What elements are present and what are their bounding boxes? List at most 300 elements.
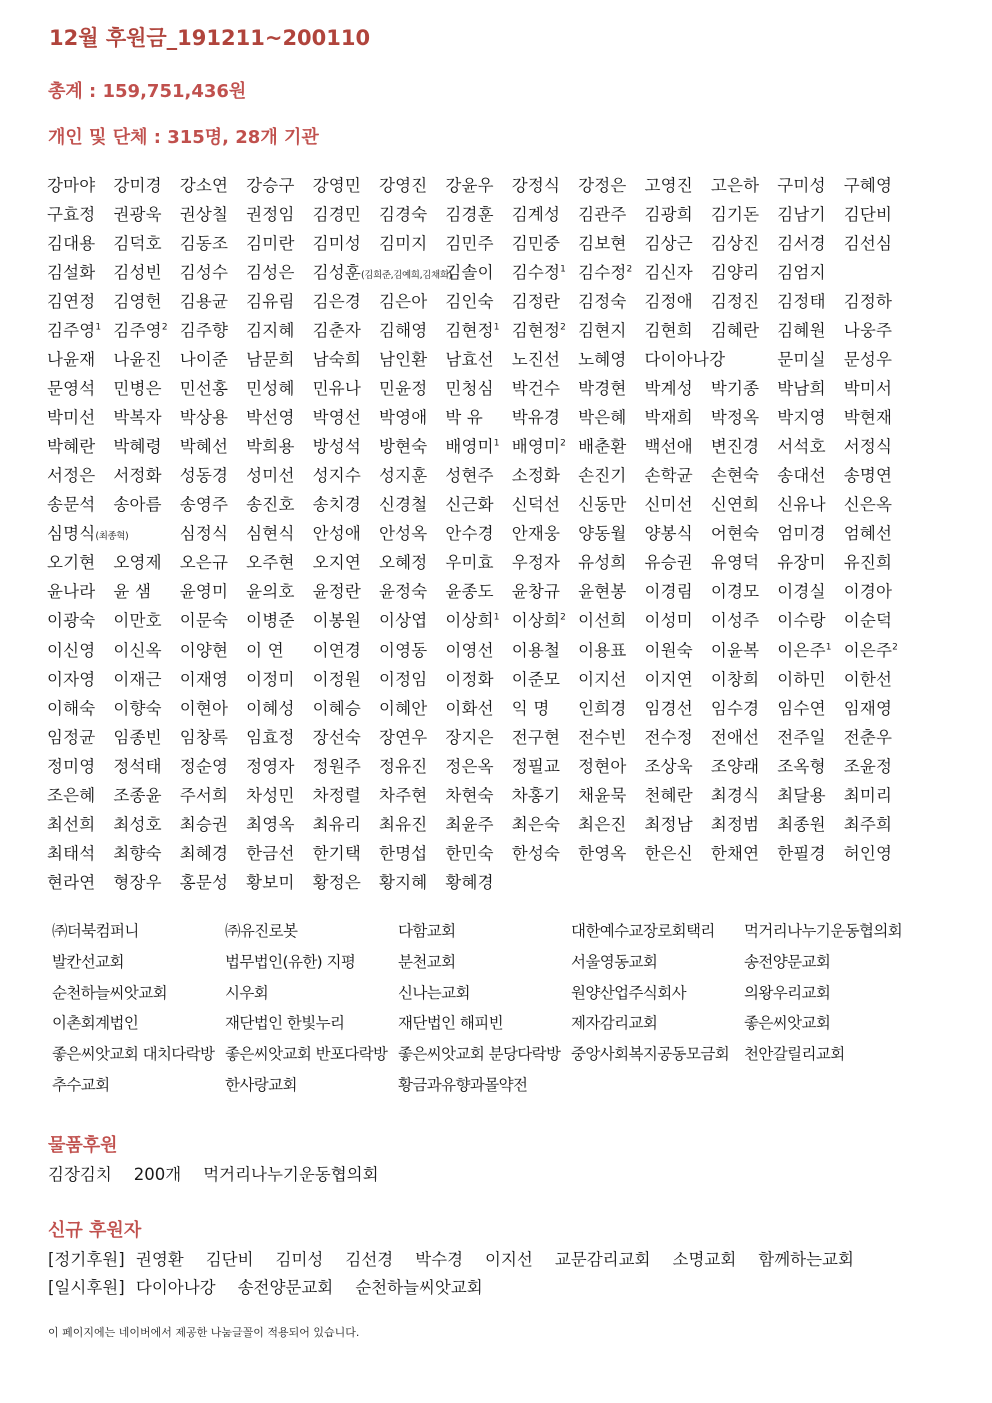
organization-name: 재단법인 해피빈 (398, 1014, 503, 1033)
organization-name: 좋은씨앗교회 반포다락방 (225, 1045, 388, 1064)
donor-row (47, 460, 947, 489)
donor-name: 김서경 (777, 233, 826, 253)
donor-name: 김현지 (578, 320, 627, 340)
donor-name: 구혜영 (843, 175, 893, 195)
donor-row (47, 256, 947, 285)
donor-row (47, 314, 947, 343)
donor-name: 임정균 (47, 727, 96, 747)
donor-name: 김주영$^2$ (113, 320, 168, 340)
donor-row (47, 808, 947, 837)
donor-name: 이은주$^2$ (843, 640, 899, 660)
donor-name: 송진호 (246, 495, 295, 515)
donor-name: 최미리 (843, 785, 893, 805)
donor-name: 최혜경 (179, 843, 229, 863)
donor-name: 유진희 (843, 553, 893, 573)
donor-name: 최유리 (312, 814, 361, 834)
onetime-donor: 다이아나강 (135, 1278, 216, 1297)
donor-name: 민윤정 (378, 378, 428, 398)
donor-name: 황혜경 (445, 873, 494, 893)
donor-name: 정유진 (378, 756, 428, 776)
donor-name: 김상근 (644, 233, 693, 253)
donor-name: 강승구 (246, 175, 295, 195)
page-title: 12월 후원금_191211~200110 (49, 26, 371, 50)
donor-name: 권상칠 (179, 204, 229, 224)
regular-donor: 김선경 (345, 1250, 394, 1269)
donor-name: 김주향 (179, 320, 229, 340)
organization-name: 중앙사회복지공동모금회 (571, 1045, 730, 1064)
donor-name: 임수경 (710, 698, 760, 718)
donor-name: 전애선 (710, 727, 760, 747)
donor-name: 김동조 (179, 233, 229, 253)
donor-name: 임수연 (777, 698, 826, 718)
donor-name: 배영미$^1$ (445, 437, 500, 457)
donor-name: 최선희 (47, 814, 96, 834)
organization-name: 송전양문교회 (744, 953, 831, 972)
regular-donor: 김단비 (205, 1250, 254, 1269)
donor-name: 이지연 (644, 669, 693, 689)
organization-row (52, 915, 952, 946)
donor-name: 성현주 (445, 466, 494, 486)
donor-name: 박경현 (578, 378, 627, 398)
donor-name: 나윤진 (113, 349, 162, 369)
donor-name: 방현숙 (378, 437, 428, 457)
donor-name: 최태석 (47, 843, 96, 863)
donor-name: 형장우 (113, 873, 162, 893)
donor-name: 박혜선 (179, 437, 229, 457)
donor-name: 이선희 (578, 611, 627, 631)
donor-name: 안성애 (312, 524, 361, 544)
donor-name: 조옥형 (777, 756, 826, 776)
donor-name: 민병은 (113, 378, 162, 398)
donor-name: 정영자 (246, 756, 295, 776)
donor-name: 윤종도 (445, 582, 494, 602)
donor-name: 최정범 (710, 814, 760, 834)
donor-name: 김성수 (179, 262, 229, 282)
donor-name: 박혜령 (113, 437, 162, 457)
donor-name: 김현희 (644, 320, 693, 340)
donor-name: 배영미$^2$ (511, 437, 567, 457)
donor-name: 윤영미 (179, 582, 229, 602)
donor-name: 손진기 (578, 466, 627, 486)
donor-name: 차현숙 (445, 785, 494, 805)
donor-name: 김선심 (843, 233, 893, 253)
donor-name: 윤 샘 (113, 582, 152, 602)
donor-name: 이용표 (578, 640, 627, 660)
donor-row (47, 867, 947, 896)
donor-name: 이정원 (312, 669, 361, 689)
donor-name: 주서희 (179, 785, 229, 805)
donor-name: 박희용 (246, 437, 295, 457)
regular-donor: 이지선 (485, 1250, 533, 1269)
footer-note: 이 페이지에는 네이버에서 제공한 나눔글꼴이 적용되어 있습니다. (48, 1326, 360, 1339)
donor-name: 다이아나강 (644, 349, 726, 369)
donor-name: 오은규 (179, 553, 229, 573)
organization-name: 신나는교회 (398, 983, 470, 1002)
donor-name: 이현아 (179, 698, 229, 718)
organization-row (52, 976, 952, 1007)
donor-name: 김해영 (378, 320, 428, 340)
organization-name: 한사랑교회 (225, 1075, 297, 1094)
donor-name: 김단비 (843, 204, 893, 224)
donor-name: 김양리 (710, 262, 760, 282)
donor-name: 이한선 (843, 669, 893, 689)
donor-name: 엄미경 (777, 524, 826, 544)
donor-name: 김유림 (246, 291, 295, 311)
donor-name: 김정하 (843, 291, 893, 311)
donor-row (47, 750, 947, 779)
donor-name: 장연우 (378, 727, 428, 747)
donor-name: 오영제 (113, 553, 162, 573)
donor-name: 이상엽 (378, 611, 428, 631)
organization-row (52, 946, 952, 977)
donor-name: 김보현 (578, 233, 627, 253)
donor-name: 한필경 (777, 843, 826, 863)
donor-name: 이양현 (179, 640, 229, 660)
donor-name: 문미실 (777, 349, 826, 369)
donor-name: 이영동 (378, 640, 428, 660)
donor-name: 김정숙 (578, 291, 627, 311)
donor-name: 김엄지 (777, 262, 826, 282)
donor-name: 최달용 (777, 785, 826, 805)
donor-name: 이하민 (777, 669, 826, 689)
donor-name: 박선영 (246, 408, 295, 428)
organization-name: 제자감리교회 (571, 1014, 658, 1033)
donor-name: 황보미 (246, 873, 295, 893)
organization-name: 이촌회계법인 (52, 1014, 139, 1033)
organization-name: 황금과유향과몰약전 (398, 1075, 528, 1094)
donor-name: 심현식 (246, 524, 295, 544)
donor-name: 임종빈 (113, 727, 162, 747)
onetime-donor: 순천하늘씨앗교회 (355, 1278, 483, 1297)
donor-name: 천혜란 (644, 785, 693, 805)
donor-name: 오혜정 (378, 553, 428, 573)
donor-row (47, 169, 947, 198)
donor-name: 전주일 (777, 727, 826, 747)
donor-name: 차성민 (246, 785, 295, 805)
donor-name: 유장미 (777, 553, 826, 573)
donor-name: 김솔이 (445, 262, 494, 282)
donor-name: 조양래 (710, 756, 760, 776)
donor-row (47, 663, 947, 692)
donor-name: 오주현 (246, 553, 295, 573)
donor-name: 임효정 (246, 727, 295, 747)
donor-name: 한채연 (710, 843, 760, 863)
donor-name: 소정화 (511, 466, 561, 486)
donor-name: 권광욱 (113, 204, 162, 224)
donor-name: 정석태 (113, 756, 162, 776)
donor-name: 오지연 (312, 553, 361, 573)
donor-name: 김경훈 (445, 204, 494, 224)
onetime-donors-line (48, 1274, 505, 1298)
donor-name: 조윤정 (843, 756, 893, 776)
organization-name: 다함교회 (398, 922, 456, 941)
donor-name: 송명연 (843, 466, 893, 486)
donor-name: 구효정 (47, 204, 96, 224)
donor-name: 이지선 (578, 669, 627, 689)
donor-name: 신연희 (710, 495, 760, 515)
donor-name: 노진선 (511, 349, 561, 369)
new-donors-heading: 신규 후원자 (48, 1220, 142, 1241)
donor-name: 김관주 (578, 204, 627, 224)
donor-name: 정현아 (578, 756, 627, 776)
organization-name: 순천하늘씨앗교회 (52, 983, 167, 1002)
donor-name: 박 유 (445, 408, 484, 428)
donor-name: 김은아 (378, 291, 428, 311)
donor-name: 이혜승 (312, 698, 361, 718)
organization-name: 재단법인 한빛누리 (225, 1014, 345, 1033)
organization-row (52, 1038, 952, 1069)
donor-name: 김지혜 (246, 320, 295, 340)
donor-name: 오기현 (47, 553, 96, 573)
regular-donor: 교문감리교회 (554, 1250, 651, 1269)
donor-name: 남효선 (445, 349, 494, 369)
donor-name: 김용균 (179, 291, 229, 311)
donor-name: 이신옥 (113, 640, 162, 660)
donor-name: 이원숙 (644, 640, 693, 660)
donor-name: 양봉식 (644, 524, 693, 544)
donor-name: 신유나 (777, 495, 826, 515)
donor-name: 민선홍 (179, 378, 229, 398)
donor-name: 박유경 (511, 408, 561, 428)
donor-name: 최은진 (578, 814, 627, 834)
donor-name: 강영민 (312, 175, 361, 195)
donor-name: 성지훈 (378, 466, 428, 486)
donor-name: 신미선 (644, 495, 693, 515)
donor-name: 최유진 (378, 814, 428, 834)
donor-name: 박남희 (777, 378, 826, 398)
in-kind-quantity: 200개 (133, 1165, 182, 1184)
donor-name: 나윤재 (47, 349, 96, 369)
donor-name: 윤창규 (511, 582, 561, 602)
regular-donor: 소명교회 (672, 1250, 737, 1269)
donor-name: 이정임 (378, 669, 428, 689)
donor-name: 문영석 (47, 378, 96, 398)
donor-name: 신동만 (578, 495, 627, 515)
donor-name: 김대용 (47, 233, 96, 253)
donor-name: 김성빈 (113, 262, 162, 282)
donor-name: 이수랑 (777, 611, 826, 631)
donor-name: 이정미 (246, 669, 295, 689)
organization-name: 좋은씨앗교회 대치다락방 (52, 1045, 215, 1064)
donor-name: 전구현 (511, 727, 561, 747)
donor-name: 김성훈(김희준,김예희,김채희) (312, 262, 452, 282)
donor-name: 이재근 (113, 669, 162, 689)
donor-name: 민청심 (445, 378, 494, 398)
organization-name: 먹거리나누기운동협의회 (744, 922, 903, 941)
donor-name: 백선애 (644, 437, 693, 457)
donor-name: 최경식 (710, 785, 760, 805)
donor-name: 윤정숙 (378, 582, 428, 602)
donor-name: 강윤우 (445, 175, 494, 195)
donor-name: 이광숙 (47, 611, 96, 631)
donor-name: 이자영 (47, 669, 96, 689)
in-kind-heading: 물품후원 (48, 1135, 118, 1156)
donor-name: 윤의호 (246, 582, 295, 602)
donor-name: 김현정$^2$ (511, 320, 567, 340)
donor-name: 김기돈 (710, 204, 760, 224)
donor-name: 허인영 (843, 843, 893, 863)
donor-name: 김신자 (644, 262, 693, 282)
donor-name: 최주희 (843, 814, 893, 834)
donor-name: 조은혜 (47, 785, 96, 805)
organization-name: ㈜더북컴퍼니 (52, 922, 139, 941)
donor-name: 이해숙 (47, 698, 96, 718)
donor-row (47, 198, 947, 227)
donor-name: 정은옥 (445, 756, 494, 776)
donor-name: 송문석 (47, 495, 96, 515)
donor-name: 박계성 (644, 378, 693, 398)
donor-name: 서정식 (843, 437, 893, 457)
regular-donor: 권영환 (135, 1250, 184, 1269)
donor-name: 고영진 (644, 175, 693, 195)
donor-name: 한성숙 (511, 843, 561, 863)
organization-name: 서울영동교회 (571, 953, 658, 972)
donor-name: 박영선 (312, 408, 361, 428)
donor-name: 최종원 (777, 814, 826, 834)
donor-name: 조상욱 (644, 756, 693, 776)
donor-row (47, 547, 947, 576)
donor-name: 차홍기 (511, 785, 561, 805)
donor-name: 이봉원 (312, 611, 361, 631)
donor-name: 서정은 (47, 466, 96, 486)
donor-name: 박영애 (378, 408, 428, 428)
donor-name: 김혜란 (710, 320, 760, 340)
donor-name: 김남기 (777, 204, 826, 224)
donor-name: 신덕선 (511, 495, 561, 515)
donor-name: 정순영 (179, 756, 229, 776)
donor-name: 홍문성 (179, 873, 229, 893)
donor-name: 이향숙 (113, 698, 162, 718)
donor-row (47, 576, 947, 605)
donor-name: 이준모 (511, 669, 561, 689)
donor-name: 노혜영 (578, 349, 627, 369)
organization-row (52, 1068, 952, 1099)
donor-name: 최성호 (113, 814, 162, 834)
donor-row (47, 372, 947, 401)
donor-name: 황정은 (312, 873, 361, 893)
donor-name: 김경숙 (378, 204, 428, 224)
donor-name: 배춘환 (578, 437, 627, 457)
donor-name: 최은숙 (511, 814, 561, 834)
donor-name: 현라연 (47, 873, 96, 893)
donor-name: 우미효 (445, 553, 494, 573)
donor-name: 김계성 (511, 204, 561, 224)
donor-name: 강미경 (113, 175, 162, 195)
donor-name: 한민숙 (445, 843, 494, 863)
donor-name: 이경림 (644, 582, 693, 602)
donor-name: 박재희 (644, 408, 693, 428)
donor-name: 김혜원 (777, 320, 826, 340)
donor-name: 김현정$^1$ (445, 320, 500, 340)
donor-name: 이화선 (445, 698, 494, 718)
donor-name: 민유나 (312, 378, 361, 398)
organization-name: 천안갈릴리교회 (744, 1045, 845, 1064)
donor-name: 성동경 (179, 466, 229, 486)
organization-name: ㈜유진로봇 (225, 922, 298, 941)
donor-name: 장선숙 (312, 727, 361, 747)
donor-name: 윤현봉 (578, 582, 627, 602)
donor-name: 이 연 (246, 640, 284, 660)
donor-name: 이용철 (511, 640, 561, 660)
donor-name: 손현숙 (710, 466, 760, 486)
regular-label: [정기후원] (48, 1250, 125, 1269)
donor-name: 박정옥 (710, 408, 760, 428)
donor-row (47, 227, 947, 256)
donor-name: 권정임 (246, 204, 295, 224)
donor-name: 박은혜 (578, 408, 627, 428)
donor-name: 김정태 (777, 291, 826, 311)
donor-name: 김민중 (511, 233, 561, 253)
regular-donor: 함께하는교회 (758, 1250, 854, 1269)
donor-name: 김경민 (312, 204, 361, 224)
donor-name: 구미성 (777, 175, 826, 195)
donor-name: 신경철 (378, 495, 428, 515)
onetime-donor: 송전양문교회 (237, 1278, 334, 1297)
donor-row (47, 634, 947, 663)
donor-name: 이창희 (710, 669, 760, 689)
donor-name: 김은경 (312, 291, 361, 311)
donor-name: 유영덕 (710, 553, 760, 573)
donor-name: 김인숙 (445, 291, 494, 311)
donor-name: 이신영 (47, 640, 96, 660)
donor-name: 전수빈 (578, 727, 627, 747)
donor-name: 정필교 (511, 756, 561, 776)
donor-name: 신근화 (445, 495, 494, 515)
donor-name: 임경선 (644, 698, 693, 718)
organization-row (52, 1007, 952, 1038)
organization-name: 좋은씨앗교회 (744, 1014, 831, 1033)
donor-name: 서정화 (113, 466, 162, 486)
donor-row (47, 721, 947, 750)
donor-name: 정미영 (47, 756, 96, 776)
donor-name: 나이준 (179, 349, 229, 369)
donor-name: 한기택 (312, 843, 361, 863)
donor-name: 최윤주 (445, 814, 494, 834)
donor-name: 윤나라 (47, 582, 96, 602)
donor-name: 심명식(최종혁) (47, 524, 129, 544)
donor-name: 우정자 (511, 553, 561, 573)
in-kind-item: 김장김치 (48, 1165, 112, 1184)
donor-name: 김주영$^1$ (47, 320, 102, 340)
donor-name: 조종윤 (113, 785, 162, 805)
regular-donors-line (48, 1246, 876, 1270)
onetime-label: [일시후원] (48, 1278, 125, 1297)
individual-donor-list (47, 169, 947, 896)
in-kind-donor: 먹거리나누기운동협의회 (203, 1165, 379, 1184)
donor-name: 강영진 (378, 175, 428, 195)
donor-name: 김수정$^1$ (511, 262, 567, 282)
donor-name: 박혜란 (47, 437, 96, 457)
organization-name: 좋은씨앗교회 분당다락방 (398, 1045, 561, 1064)
donor-name: 남인환 (378, 349, 428, 369)
donor-name: 이연경 (312, 640, 361, 660)
donor-name: 김상진 (710, 233, 760, 253)
donor-name: 차주현 (378, 785, 428, 805)
donor-name: 남문희 (246, 349, 295, 369)
donor-name: 이영선 (445, 640, 494, 660)
donor-name: 김춘자 (312, 320, 361, 340)
donor-name: 이순덕 (843, 611, 893, 631)
donor-name: 이상희$^2$ (511, 611, 567, 631)
donor-name: 안재웅 (511, 524, 561, 544)
donor-name: 박지영 (777, 408, 826, 428)
donor-name: 이정화 (445, 669, 494, 689)
donor-name: 이성미 (644, 611, 693, 631)
donor-name: 김덕호 (113, 233, 162, 253)
donor-name: 박복자 (113, 408, 162, 428)
regular-donor: 김미성 (275, 1250, 324, 1269)
donor-name: 박현재 (843, 408, 893, 428)
